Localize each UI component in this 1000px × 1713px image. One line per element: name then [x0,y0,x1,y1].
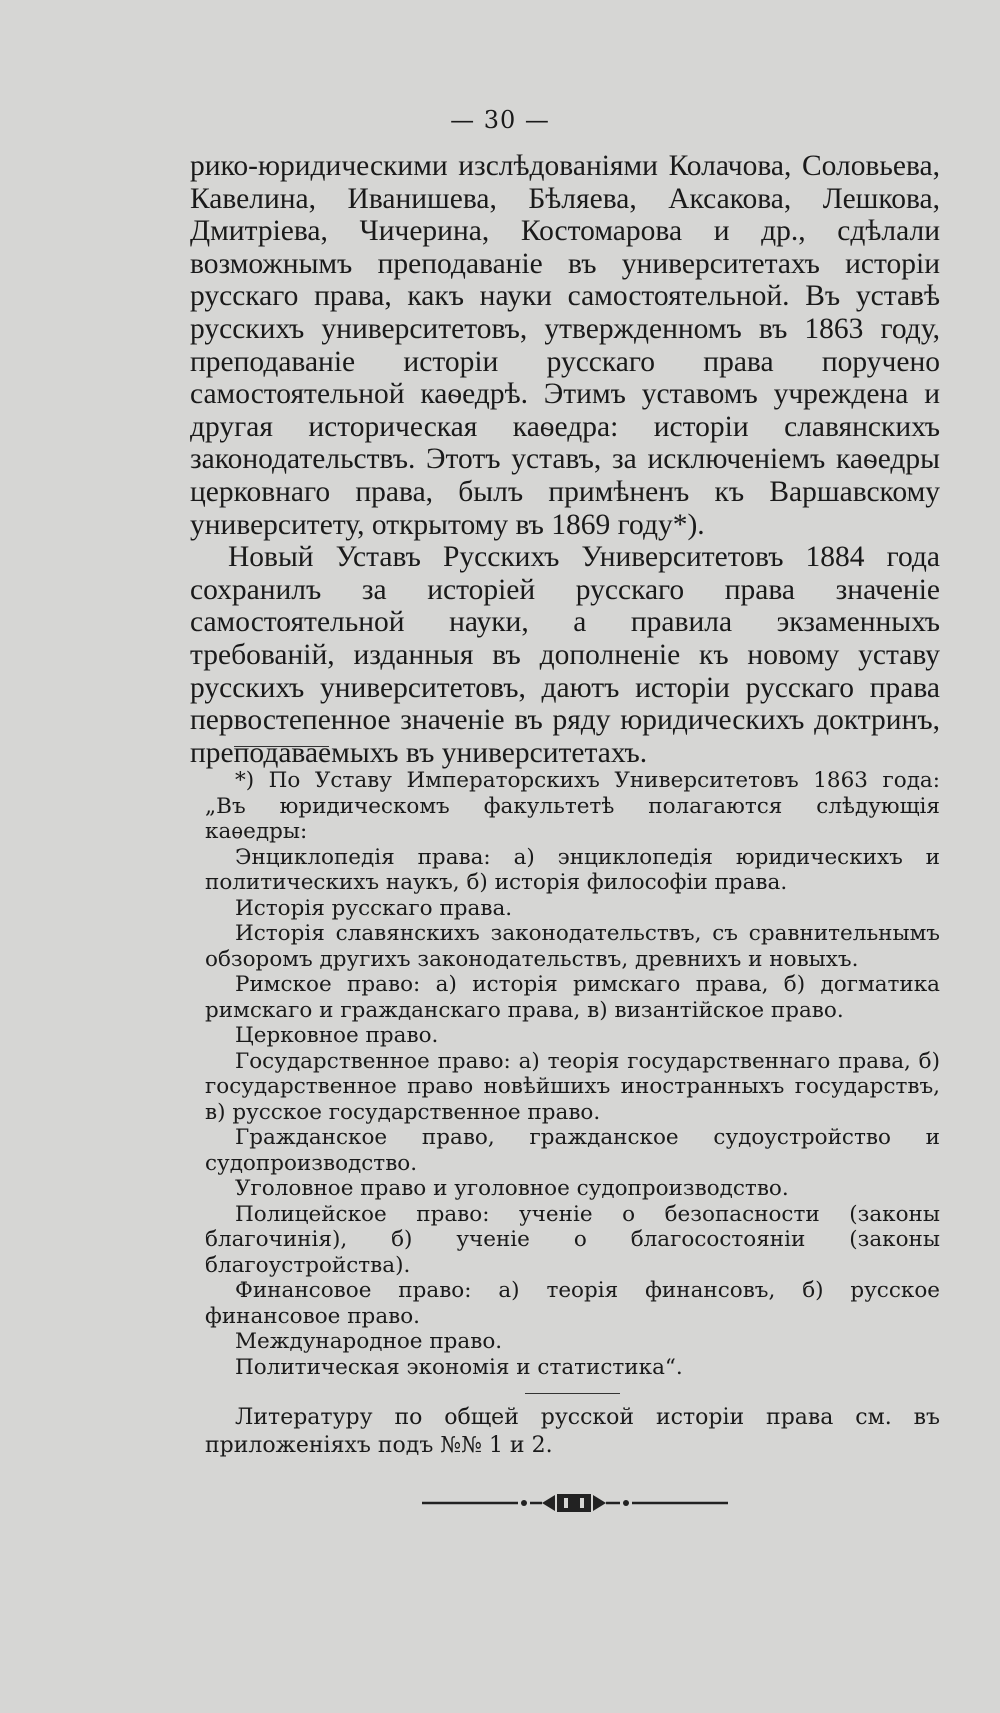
footnote-paragraph: Уголовное право и уголовное судопроизводство. [235,1176,789,1201]
page-number: — 30 — [450,106,550,134]
literature-note [205,1404,940,1460]
footnote-paragraph: Энциклопедія права: а) энциклопедія юридическихъ и политическихъ наукъ, б) исторія философіи права. [205,844,940,895]
footnote-paragraph: Исторія славянскихъ законодательствъ, съ сравнительнымъ обзоромъ другихъ законодательствъ, древнихъ и новыхъ. [205,921,940,972]
literature-paragraph: Литературу по общей русской исторіи права см. въ приложеніяхъ подъ №№ 1 и 2. [205,1405,940,1458]
section-separator [525,1393,620,1394]
footnote-separator [234,746,329,747]
footnote-paragraph: *) По Уставу Императорскихъ Университетовъ 1863 года: „Въ юридическомъ факультетѣ полагаются слѣдующія каѳедры: [205,768,940,844]
footnote-paragraph: Римское право: а) исторія римскаго права, б) догматика римскаго и гражданскаго права, в) византійское право. [205,972,940,1023]
body-paragraph-1: рико-юридическими изслѣдованіями Колачова, Соловьева, Кавелина, Иванишева, Бѣляева, Аксакова, Лешкова, Дмитріева, Чичерина, Костомарова и др., сдѣлали возможнымъ преподаваніе въ университетахъ исторіи русскаго права, какъ науки самостоятельной. Въ уставѣ русскихъ университетовъ, утвержденномъ въ 1863 году, преподаваніе исторіи русскаго права поручено самостоятельной каѳедрѣ. Этимъ уставомъ учреждена и другая историческая каѳедра: исторіи славянскихъ законодательствъ. Этотъ уставъ, за исключеніемъ каѳедры церковнаго права, былъ примѣненъ къ Варшавскому университету, открытому въ 1869 году*). [190,150,940,541]
footnote-paragraph: Полицейское право: ученіе о безопасности (законы благочинія), б) ученіе о благосостояніи (законы благоустройства). [205,1201,940,1278]
body-paragraph-2: Новый Уставъ Русскихъ Университетовъ 1884 года сохранилъ за исторіей русскаго права значеніе самостоятельной науки, а правила экзаменныхъ требованій, изданныя въ дополненіе къ новому уставу русскихъ университетовъ, даютъ исторіи русскаго права первостепенное значеніе въ ряду юридическихъ доктринъ, преподаваемыхъ въ университетахъ. [190,541,940,769]
footnote-paragraph: Политическая экономія и статистика“. [235,1354,683,1380]
footnote-paragraph: Исторія русскаго права. [235,895,513,921]
footnote-paragraph: Финансовое право: а) теорія финансовъ, б) русское финансовое право. [205,1278,940,1329]
footnote-paragraph: Гражданское право, гражданское судоустройство и судопроизводство. [205,1125,940,1176]
footnote-paragraph: Церковное право. [235,1023,439,1048]
ornament-divider-icon [420,1488,730,1518]
main-text [190,150,940,769]
footnote-paragraph: Международное право. [235,1329,503,1354]
footnote-paragraph: Государственное право: а) теорія государственнаго права, б) государственное право новѣйшихъ иностранныхъ государствъ, в) русское государственное право. [205,1048,940,1125]
footnote [205,768,940,1380]
